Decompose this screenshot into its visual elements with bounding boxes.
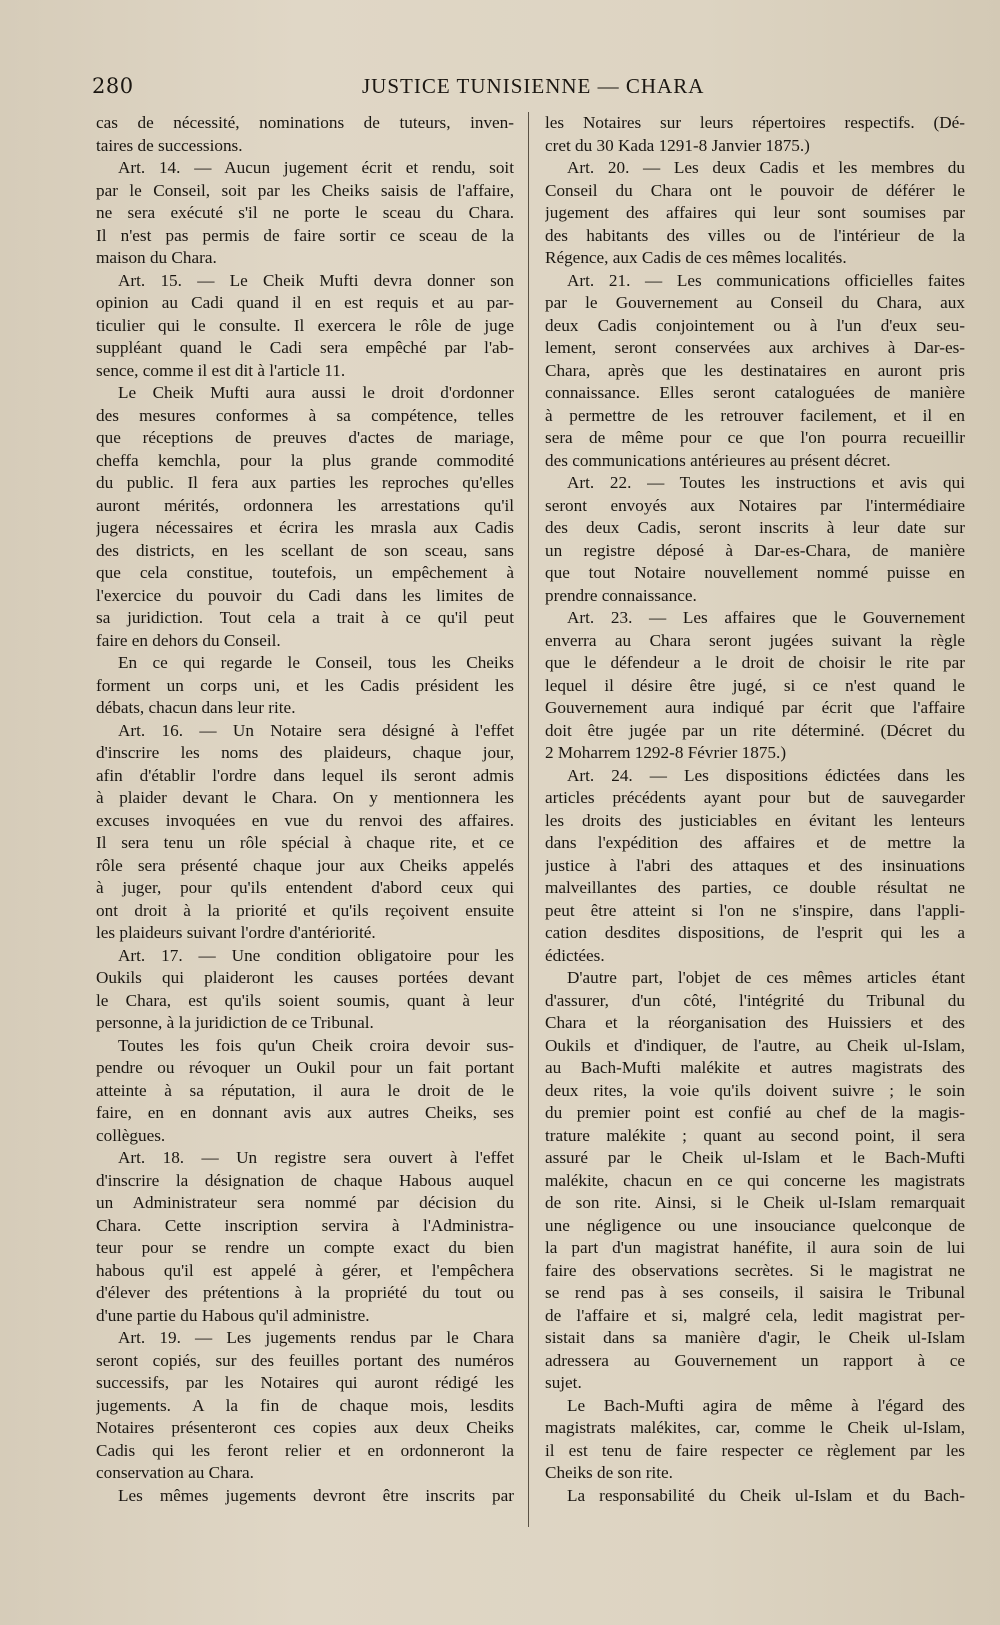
text-line: suppléant quand le Cadi sera empêché par l'ab- — [96, 338, 514, 357]
text-line: excuses invoquées en vue du renvoi des affaires. — [96, 810, 514, 830]
text-line: Toutes les fois qu'un Cheik croira devoir sus- — [118, 1035, 514, 1055]
text-line: collègues. — [96, 1125, 166, 1145]
text-line: de l'affaire et si, malgré cela, ledit magistrat per- — [545, 1305, 965, 1325]
text-line: que tout Notaire nouvellement nommé puisse en — [545, 563, 965, 582]
text-line: auront mérités, ordonnera les arrestations qu'il — [96, 495, 514, 515]
text-line: peut être atteint si l'on ne s'inspire, dans l'appli- — [545, 900, 965, 920]
text-line: sa juridiction. Tout cela a trait à ce qu'il peut — [96, 608, 514, 627]
text-line: du public. Il fera aux parties les reproches qu'elles — [96, 473, 514, 492]
text-line: Art. 22. — Toutes les instructions et avis qui — [567, 473, 965, 492]
text-line: sistait dans sa manière d'agir, le Cheik ul-Islam — [545, 1328, 965, 1347]
text-line: par le Conseil, soit par les Cheiks saisis de l'affaire, — [96, 180, 514, 200]
text-line: Il n'est pas permis de faire sortir ce sceau de la — [96, 225, 514, 245]
text-line: Art. 23. — Les affaires que le Gouvernement — [567, 608, 965, 627]
text-line: Le Bach-Mufti agira de même à l'égard des — [567, 1395, 965, 1415]
left-column — [96, 112, 514, 1507]
text-line: assuré par le Cheik ul-Islam et le Bach-Mufti — [545, 1148, 965, 1167]
page-number: 280 — [92, 74, 134, 98]
text-line: pendre ou révoquer un Oukil pour un fait portant — [96, 1058, 514, 1077]
text-line: Art. 21. — Les communications officielles faites — [567, 270, 965, 290]
text-line: le Chara, est qu'ils soient soumis, quant à leur — [96, 990, 514, 1010]
text-line: trature malékite ; quant au second point, il sera — [545, 1125, 965, 1145]
text-line: un Administrateur sera nommé par décision du — [96, 1193, 514, 1212]
text-line: d'inscrire la désignation de chaque Habous auquel — [96, 1170, 514, 1190]
running-title: JUSTICE TUNISIENNE — CHARA — [362, 74, 705, 98]
text-line: articles précédents ayant pour but de sauvegarder — [545, 788, 965, 807]
text-line: Oukils et d'indiquer, de l'autre, au Cheik ul-Islam, — [545, 1035, 965, 1055]
text-line: des deux Cadis, seront inscrits à leur date sur — [545, 518, 965, 537]
text-line: lement, seront conservées aux archives à Dar-es- — [545, 338, 965, 357]
text-line: sence, comme il est dit à l'article 11. — [96, 360, 346, 380]
text-line: une négligence ou une insouciance quelconque de — [545, 1215, 965, 1235]
text-line: cas de nécessité, nominations de tuteurs, inven- — [96, 113, 514, 132]
text-line: Art. 24. — Les dispositions édictées dans les — [567, 765, 965, 785]
text-line: par le Gouvernement au Conseil du Chara, aux — [545, 293, 965, 312]
column-divider — [528, 112, 529, 1527]
text-line: 2 Moharrem 1292-8 Février 1875.) — [545, 743, 787, 762]
text-line: magistrats malékites, car, comme le Cheik ul-Islam, — [545, 1418, 965, 1437]
text-line: des districts, en les scellant de son sceau, sans — [96, 540, 514, 560]
text-line: les Notaires sur leurs répertoires respectifs. (Dé- — [545, 113, 965, 132]
text-line: deux Cadis conjointement ou à l'un d'eux seu- — [545, 315, 965, 335]
text-line: maison du Chara. — [96, 248, 217, 267]
text-line: forment un corps uni, et les Cadis président les — [96, 675, 514, 695]
text-line: taires de successions. — [96, 135, 243, 155]
text-line: Il sera tenu un rôle spécial à chaque rite, et ce — [96, 833, 514, 852]
text-line: D'autre part, l'objet de ces mêmes articles étant — [567, 968, 965, 987]
text-line: Chara, après que les destinataires en auront pris — [545, 360, 965, 380]
text-line: prendre connaissance. — [545, 585, 697, 605]
text-line: d'élever des prétentions à la propriété du tout ou — [96, 1283, 514, 1302]
text-line: Art. 17. — Une condition obligatoire pour les — [118, 945, 514, 965]
text-line: cation desdites dispositions, de l'esprit qui les a — [545, 923, 965, 942]
text-line: édictées. — [545, 945, 605, 965]
text-line: débats, chacun dans leur rite. — [96, 698, 296, 717]
text-line: les plaideurs suivant l'ordre d'antériorité. — [96, 923, 376, 942]
text-line: Art. 19. — Les jugements rendus par le Chara — [118, 1328, 514, 1347]
text-line: justice à l'abri des attaques et des insinuations — [545, 855, 965, 875]
text-line: malveillantes des parties, ce double résultat ne — [545, 878, 965, 897]
text-line: Gouvernement aura indiqué par écrit que l'affaire — [545, 698, 965, 717]
text-line: Régence, aux Cadis de ces mêmes localités. — [545, 248, 847, 267]
text-line: dans l'expédition des affaires et de mettre la — [545, 833, 965, 852]
text-line: se rend pas à ses conseils, il saisira le Tribunal — [545, 1283, 965, 1302]
text-line: En ce qui regarde le Conseil, tous les Cheiks — [118, 653, 514, 672]
text-line: successifs, par les Notaires qui auront rédigé les — [96, 1373, 514, 1392]
text-line: jugements. A la fin de chaque mois, lesdits — [96, 1395, 514, 1415]
text-line: doit être jugée par un rite déterminé. (Décret du — [545, 720, 965, 740]
text-line: des communications antérieures au présent décret. — [545, 450, 891, 470]
text-line: l'exercice du pouvoir du Cadi dans les limites de — [96, 585, 514, 605]
text-line: à plaider devant le Chara. On y mentionnera les — [96, 788, 514, 807]
text-line: lequel il désire être jugé, si ce n'est quand le — [545, 675, 965, 695]
text-line: que le défendeur a le droit de choisir le rite par — [545, 653, 965, 672]
text-line: faire en dehors du Conseil. — [96, 630, 281, 650]
text-line: cheffa kemchla, pour la plus grande commodité — [96, 450, 514, 470]
text-line: La responsabilité du Cheik ul-Islam et du Bach- — [567, 1485, 965, 1505]
text-line: d'assurer, d'un côté, l'intégrité du Tribunal du — [545, 990, 965, 1010]
text-line: faire, en en donnant avis aux autres Cheiks, ses — [96, 1103, 514, 1122]
text-line: un registre déposé à Dar-es-Chara, de manière — [545, 540, 965, 560]
text-line: des habitants des villes ou de l'intérieur de la — [545, 225, 965, 245]
text-line: au Bach-Mufti malékite et autres magistrats des — [545, 1058, 965, 1077]
text-line: du premier point est confié au chef de la magis- — [545, 1103, 965, 1122]
text-line: atteinte à sa réputation, il aura le droit de le — [96, 1080, 514, 1100]
text-line: habous qu'il est appelé à gérer, et l'empêchera — [96, 1260, 514, 1280]
text-line: connaissance. Elles seront cataloguées de manière — [545, 383, 965, 402]
text-line: d'une partie du Habous qu'il administre. — [96, 1305, 370, 1325]
text-line: seront envoyés aux Notaires par l'intermédiaire — [545, 495, 965, 515]
text-line: afin d'établir l'ordre dans lequel ils seront admis — [96, 765, 514, 785]
text-line: ticulier qui le consulte. Il exercera le rôle de juge — [96, 315, 514, 335]
text-line: cret du 30 Kada 1291-8 Janvier 1875.) — [545, 135, 810, 155]
text-line: Les mêmes jugements devront être inscrits par — [118, 1485, 514, 1505]
text-line: Cadis qui les feront relier et en ordonneront la — [96, 1440, 514, 1460]
text-line: Art. 20. — Les deux Cadis et les membres du — [567, 158, 965, 177]
page-header — [92, 74, 962, 104]
text-line: deux rites, la voie qu'ils doivent suivre ; le soin — [545, 1080, 965, 1100]
text-line: malékite, chacun en ce qui concerne les magistrats — [545, 1170, 965, 1190]
text-line: que cela constitue, toutefois, un empêchement à — [96, 563, 514, 582]
text-line: il est tenu de faire respecter ce règlement par les — [545, 1440, 965, 1460]
right-column — [545, 112, 965, 1507]
text-line: Chara et la réorganisation des Huissiers et des — [545, 1013, 965, 1032]
text-line: les droits des justiciables en évitant les lenteurs — [545, 810, 965, 830]
text-line: à permettre de les retrouver facilement, et il en — [545, 405, 965, 425]
text-line: sujet. — [545, 1373, 582, 1392]
text-line: d'inscrire les noms des plaideurs, chaque jour, — [96, 743, 514, 762]
text-line: Conseil du Chara ont le pouvoir de déférer le — [545, 180, 965, 200]
text-line: que réceptions de preuves d'actes de mariage, — [96, 428, 514, 447]
text-line: Art. 16. — Un Notaire sera désigné à l'effet — [118, 720, 514, 740]
text-line: teur pour se rendre un compte exact du bien — [96, 1238, 514, 1257]
text-line: Art. 18. — Un registre sera ouvert à l'effet — [118, 1148, 514, 1167]
text-line: conservation au Chara. — [96, 1463, 254, 1482]
text-line: Oukils qui plaideront les causes portées devant — [96, 968, 514, 987]
text-line: jugement des affaires qui leur sont soumises par — [545, 203, 965, 222]
text-line: Notaires présenteront ces copies aux deux Cheiks — [96, 1418, 514, 1437]
text-line: Art. 14. — Aucun jugement écrit et rendu, soit — [118, 158, 514, 177]
text-line: la part d'un magistrat hanéfite, il aura soin de lui — [545, 1238, 965, 1257]
text-line: personne, à la juridiction de ce Tribunal. — [96, 1013, 374, 1032]
text-line: Chara. Cette inscription servira à l'Administra- — [96, 1215, 514, 1235]
text-line: sera de même pour ce que l'on pourra recueillir — [545, 428, 965, 447]
text-line: enverra au Chara seront jugées suivant la règle — [545, 630, 965, 650]
text-line: de son rite. Ainsi, si le Cheik ul-Islam remarquait — [545, 1193, 965, 1212]
text-line: Le Cheik Mufti aura aussi le droit d'ordonner — [118, 383, 514, 402]
text-line: adressera au Gouvernement un rapport à ce — [545, 1350, 965, 1370]
text-line: ne sera exécuté s'il ne porte le sceau du Chara. — [96, 203, 514, 222]
text-line: à juger, pour qu'ils entendent d'abord ceux qui — [96, 878, 514, 897]
text-line: opinion au Cadi quand il en est requis et au par- — [96, 293, 514, 312]
text-line: faire des observations secrètes. Si le magistrat ne — [545, 1260, 965, 1280]
text-line: Cheiks de son rite. — [545, 1463, 673, 1482]
text-line: ont droit à la priorité et qu'ils reçoivent ensuite — [96, 900, 514, 920]
text-line: des mesures conformes à sa compétence, telles — [96, 405, 514, 425]
text-line: seront copiés, sur des feuilles portant des numéros — [96, 1350, 514, 1370]
text-line: Art. 15. — Le Cheik Mufti devra donner son — [118, 270, 514, 290]
text-line: rôle sera présenté chaque jour aux Cheiks appelés — [96, 855, 514, 875]
text-line: jugera nécessaires et écrira les mrasla aux Cadis — [96, 518, 514, 537]
